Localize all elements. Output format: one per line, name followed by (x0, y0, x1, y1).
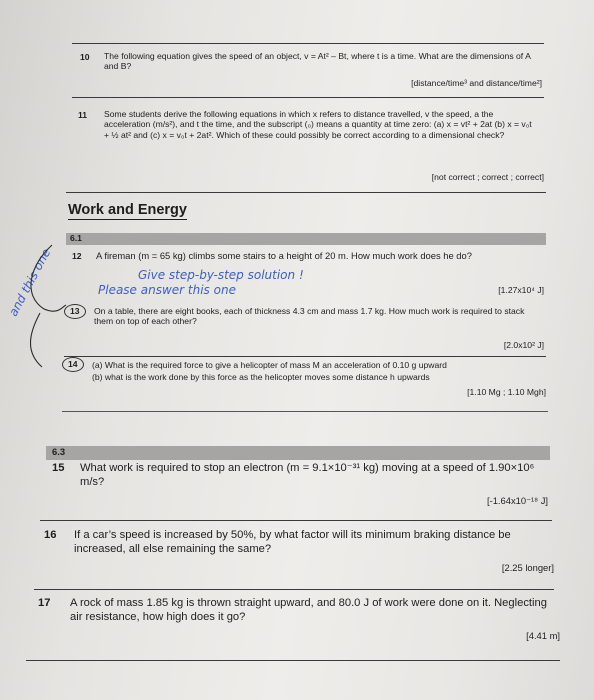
question-number: 16 (44, 529, 57, 541)
question-10-text: The following equation gives the speed of an object, v = At² – Bt, where t is a time. What are the dimensions of A and B? (104, 51, 531, 72)
divider (72, 43, 544, 44)
question-number: 11 (78, 110, 88, 120)
question-number: 14 (68, 359, 78, 369)
question-17-text: A rock of mass 1.85 kg is thrown straight upward, and 80.0 J of work were done on it. Neglecting air resistance, how high does it go? (70, 597, 547, 623)
question-number: 17 (38, 597, 51, 609)
handwritten-margin-note: and this one (6, 246, 54, 319)
question-number: 13 (70, 306, 80, 316)
divider (26, 660, 560, 661)
question-10-answer: [distance/time³ and distance/time²] (411, 78, 542, 88)
question-14a-text: (a) What is the required force to give a helicopter of mass M an acceleration of 0.10 g upward (92, 360, 447, 370)
question-14b-text: (b) what is the work done by this force as the helicopter moves some distance h upwards (92, 372, 430, 382)
divider (72, 97, 544, 98)
divider (40, 520, 552, 521)
question-13-text: On a table, there are eight books, each of thickness 4.3 cm and mass 1.7 kg. How much work is required to stack them on top of each other? (94, 306, 525, 327)
question-number: 15 (52, 462, 65, 474)
question-11-answer: [not correct ; correct ; correct] (431, 172, 544, 182)
divider (62, 411, 548, 412)
question-13-answer: [2.0x10² J] (503, 340, 544, 350)
section-label: 6.1 (70, 233, 82, 243)
divider (66, 192, 546, 193)
question-16-answer: [2.25 longer] (501, 562, 554, 573)
handwritten-note: Please answer this one (98, 283, 236, 297)
question-12-text: A fireman (m = 65 kg) climbs some stairs to a height of 20 m. How much work does he do? (96, 250, 472, 261)
divider (64, 356, 546, 357)
question-12-answer: [1.27x10⁴ J] (498, 285, 544, 295)
section-band-6-3 (46, 446, 550, 460)
divider (34, 589, 554, 590)
handwritten-note: Give step-by-step solution ! (138, 268, 304, 282)
question-number: 10 (80, 52, 90, 62)
section-title: Work and Energy (68, 202, 187, 218)
question-16-text: If a car’s speed is increased by 50%, by what factor will its minimum braking distance be increased, all else remaining the same? (74, 529, 511, 555)
section-band-6-1 (66, 233, 546, 245)
question-number: 12 (72, 251, 82, 261)
question-15-text: What work is required to stop an electron (m = 9.1×10⁻³¹ kg) moving at a speed of 1.90×10⁶ m/s? (80, 462, 535, 488)
question-11-text: Some students derive the following equations in which x refers to distance travelled, v the speed, a the acceleration (m/s²), and t the time, and the subscript (₀) means a quantity at time zero: (a) x = vt² + 2at (b) x = v₀t + ½ at² and (c) x = v₀t + 2at². Which of these could possibly be correct according to a dimensional check? (104, 109, 532, 140)
question-17-answer: [4.41 m] (526, 630, 560, 641)
question-14-answer: [1.10 Mg ; 1.10 Mgh] (467, 387, 546, 397)
question-15-answer: [-1.64x10⁻¹⁸ J] (486, 495, 548, 506)
section-label: 6.3 (52, 446, 66, 457)
pen-bracket-stroke (0, 225, 100, 385)
